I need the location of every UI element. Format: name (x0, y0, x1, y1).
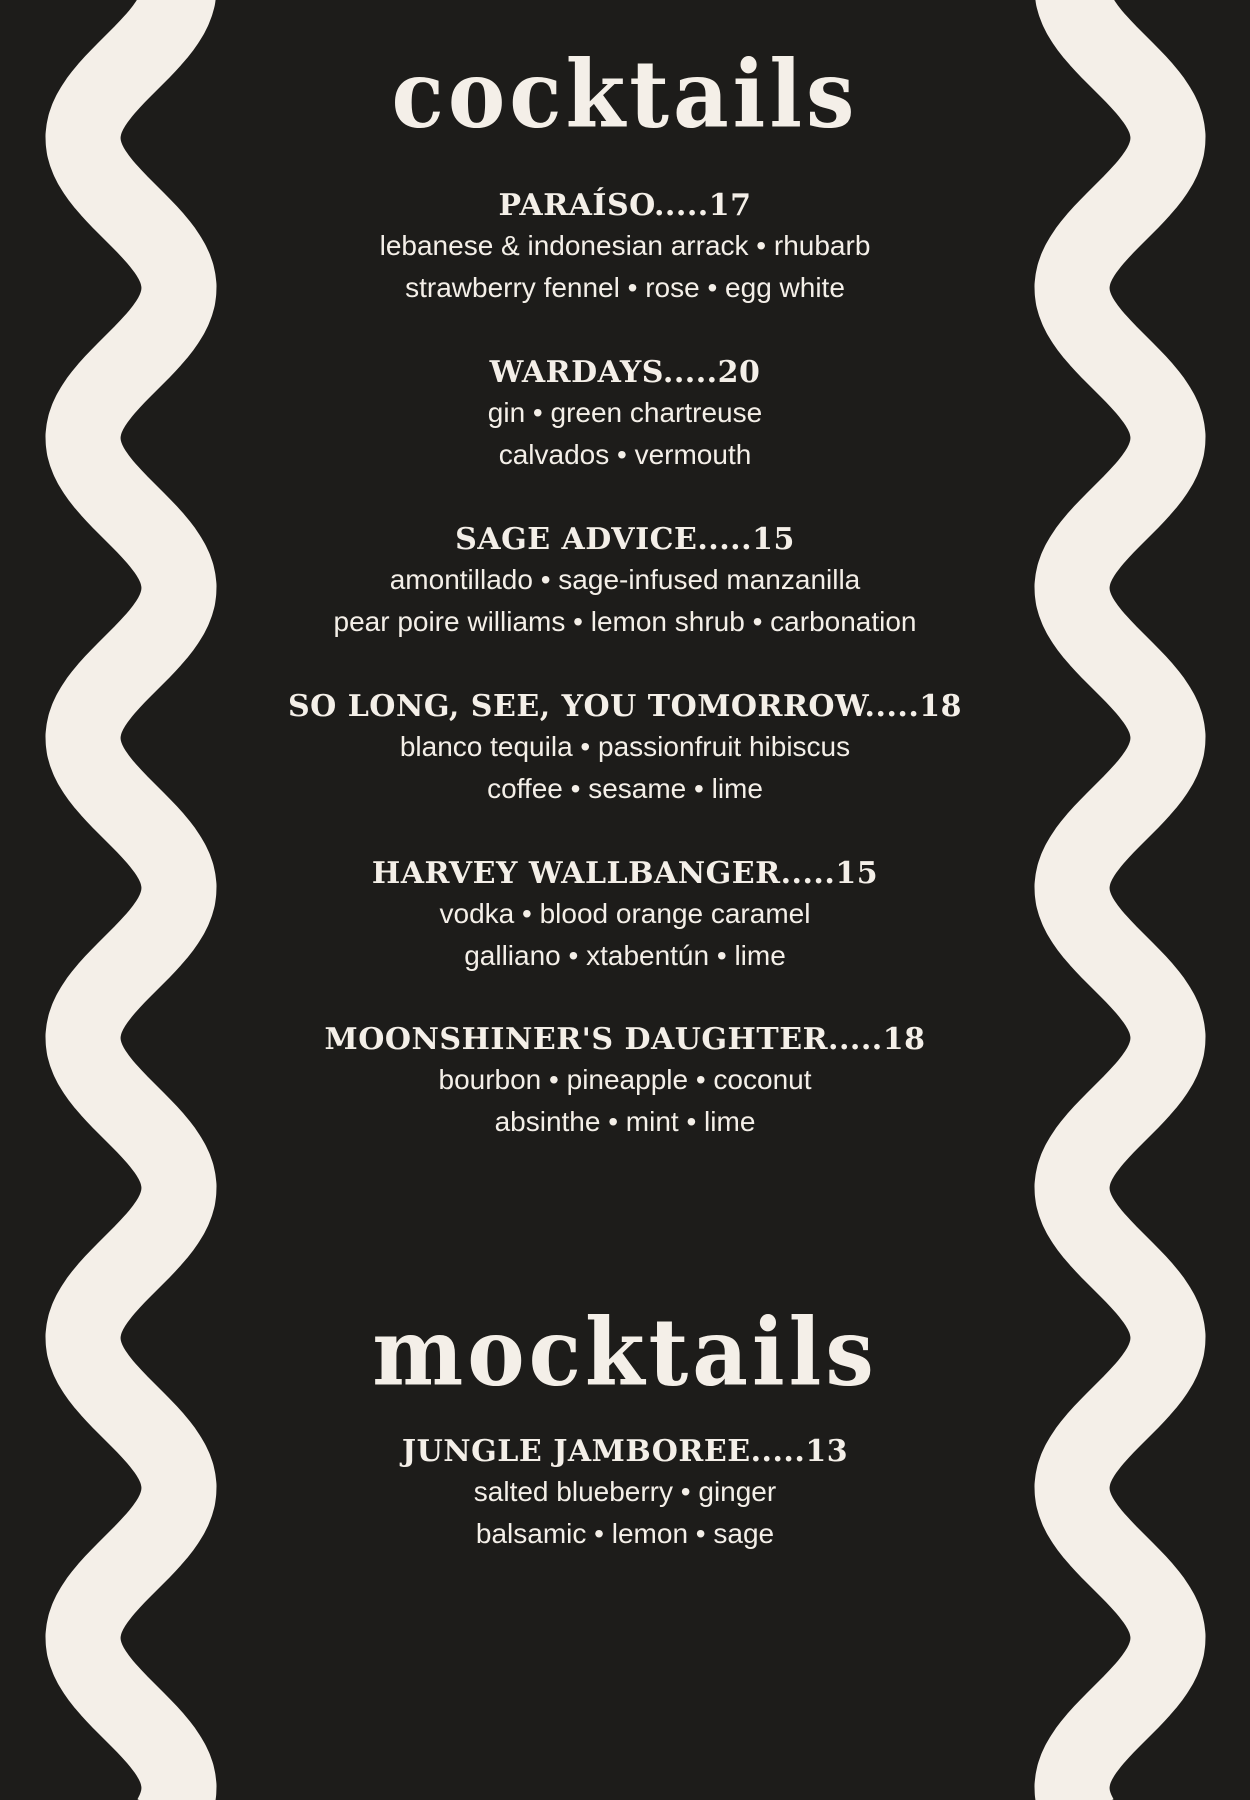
item-ingredients: vodka • blood orange caramel (439, 898, 811, 929)
item-name: MOONSHINER'S DAUGHTER.....18 (324, 1022, 926, 1057)
item-ingredients: amontillado • sage-infused manzanilla (389, 564, 861, 595)
menu-item (0, 1433, 1250, 1555)
item-ingredients: blanco tequila • passionfruit hibiscus (399, 731, 851, 762)
menu-item (0, 521, 1250, 643)
menu-item (0, 187, 1250, 309)
item-ingredients: galliano • xtabentún • lime (464, 940, 786, 971)
mocktails-heading: mocktails (372, 1297, 878, 1407)
item-ingredients: lebanese & indonesian arrack • rhubarb (379, 230, 871, 261)
menu-item (0, 855, 1250, 977)
cocktails-heading: cocktails (391, 39, 859, 149)
item-name: WARDAYS.....20 (489, 355, 761, 390)
item-ingredients: pear poire williams • lemon shrub • carbonation (333, 606, 917, 637)
item-ingredients: gin • green chartreuse (487, 397, 763, 428)
item-name: HARVEY WALLBANGER.....15 (371, 856, 879, 891)
item-ingredients: bourbon • pineapple • coconut (438, 1064, 812, 1095)
item-name: SO LONG, SEE, YOU TOMORROW.....18 (287, 689, 963, 724)
item-ingredients: salted blueberry • ginger (473, 1476, 777, 1507)
item-name: SAGE ADVICE.....15 (455, 522, 795, 557)
item-ingredients: calvados • vermouth (498, 439, 752, 470)
item-ingredients: strawberry fennel • rose • egg white (405, 272, 845, 303)
item-ingredients: balsamic • lemon • sage (475, 1518, 775, 1549)
item-name: PARAÍSO.....17 (498, 188, 752, 223)
item-ingredients: absinthe • mint • lime (494, 1106, 756, 1137)
menu-item (0, 1021, 1250, 1143)
menu-item (0, 688, 1250, 810)
item-ingredients: coffee • sesame • lime (487, 773, 763, 804)
menu-item (0, 354, 1250, 476)
item-name: JUNGLE JAMBOREE.....13 (401, 1434, 849, 1469)
